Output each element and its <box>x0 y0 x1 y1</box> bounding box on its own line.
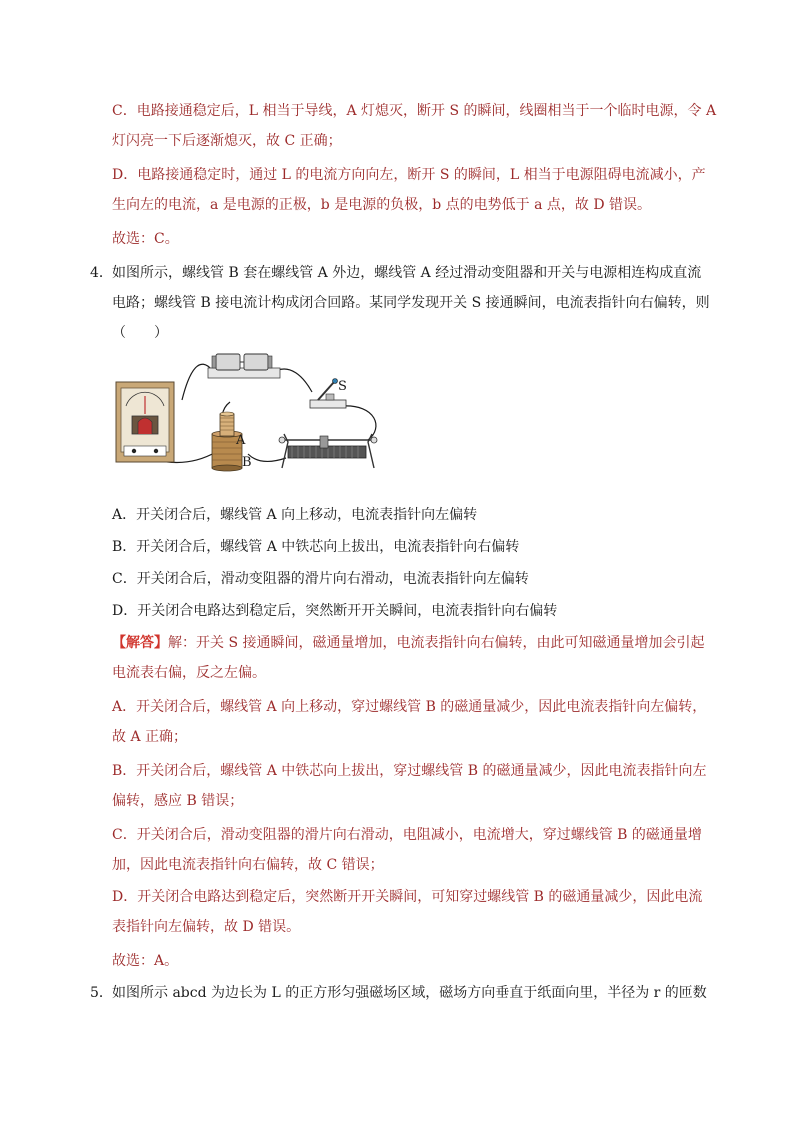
q4-solution-b-line2: 偏转，感应 B 错误； <box>112 793 244 809</box>
q4-solution-c-line1: C．开关闭合后，滑动变阻器的滑片向右滑动，电阻减小，电流增大，穿过螺线管 B 的磁通量增 <box>112 827 702 843</box>
q3-answer: 故选：C。 <box>112 231 179 247</box>
q4-solution-line1 <box>112 634 705 652</box>
q4-stem-line1: 如图所示，螺线管 B 套在螺线管 A 外边，螺线管 A 经过滑动变阻器和开关与电源相连构成直流 <box>112 265 702 281</box>
q3-solution-d-line1: D．电路接通稳定时，通过 L 的电流方向向左，断开 S 的瞬间，L 相当于电源阻碍电流减小，产 <box>112 167 706 183</box>
q4-solution-a-line2: 故 A 正确； <box>112 729 188 745</box>
solution-text: 解：开关 S 接通瞬间，磁通量增加，电流表指针向右偏转，由此可知磁通量增加会引起 <box>168 635 705 651</box>
q4-answer-blank: （ ） <box>112 325 168 341</box>
q4-solution-line2: 电流表右偏，反之左偏。 <box>112 665 266 681</box>
q4-answer: 故选：A。 <box>112 953 179 969</box>
q4-option-c: C．开关闭合后，滑动变阻器的滑片向右滑动，电流表指针向左偏转 <box>112 571 529 587</box>
q5-number: 5． <box>90 985 113 1001</box>
q5-stem-line1: 如图所示 abcd 为边长为 L 的正方形匀强磁场区域，磁场方向垂直于纸面向里，半径为 r 的匝数 <box>112 985 707 1001</box>
galvanometer <box>116 382 174 462</box>
q4-solution-b-line1: B．开关闭合后，螺线管 A 中铁芯向上拔出，穿过螺线管 B 的磁通量减少，因此电流表指针向左 <box>112 763 707 779</box>
q4-stem-line2: 电路；螺线管 B 接电流计构成闭合回路。某同学发现开关 S 接通瞬间，电流表指针向右偏转，则 <box>112 295 710 311</box>
wire-battery-to-switch <box>278 369 312 392</box>
q4-number: 4． <box>90 265 113 281</box>
q4-option-b: B．开关闭合后，螺线管 A 中铁芯向上拔出，电流表指针向右偏转 <box>112 539 520 555</box>
q3-solution-c-line2: 灯闪亮一下后逐渐熄灭，故 C 正确； <box>112 133 342 149</box>
wire-rheostat-to-coil <box>248 454 286 461</box>
q3-solution-c-line1: C．电路接通稳定后，L 相当于导线，A 灯熄灭，断开 S 的瞬间，线圈相当于一个临时电源，令 A <box>112 103 717 119</box>
q4-solution-c-line2: 加，因此电流表指针向右偏转，故 C 错误； <box>112 857 384 873</box>
q4-solution-a-line1: A．开关闭合后，螺线管 A 向上移动，穿过螺线管 B 的磁通量减少，因此电流表指针向左偏转， <box>112 699 707 715</box>
q4-option-d: D．开关闭合电路达到稳定后，突然断开开关瞬间，电流表指针向右偏转 <box>112 603 558 619</box>
switch-label: S <box>338 379 347 394</box>
solution-tag: 【解答】 <box>112 635 168 651</box>
battery <box>208 354 280 378</box>
q4-option-a: A．开关闭合后，螺线管 A 向上移动，电流表指针向左偏转 <box>112 507 478 523</box>
wire-meter-to-battery <box>182 364 212 400</box>
q3-solution-d-line2: 生向左的电流，a 是电源的正极，b 是电源的负极，b 点的电势低于 a 点，故 D 错误。 <box>112 197 651 213</box>
q4-solution-d-line2: 表指针向左偏转，故 D 错误。 <box>112 919 301 935</box>
rheostat <box>279 434 377 468</box>
circuit-figure <box>112 348 384 472</box>
coil-a-label: A <box>236 433 246 448</box>
q4-solution-d-line1: D．开关闭合电路达到稳定后，突然断开开关瞬间，可知穿过螺线管 B 的磁通量减少，因此电流 <box>112 889 703 905</box>
coil-b-label: B <box>242 455 252 470</box>
